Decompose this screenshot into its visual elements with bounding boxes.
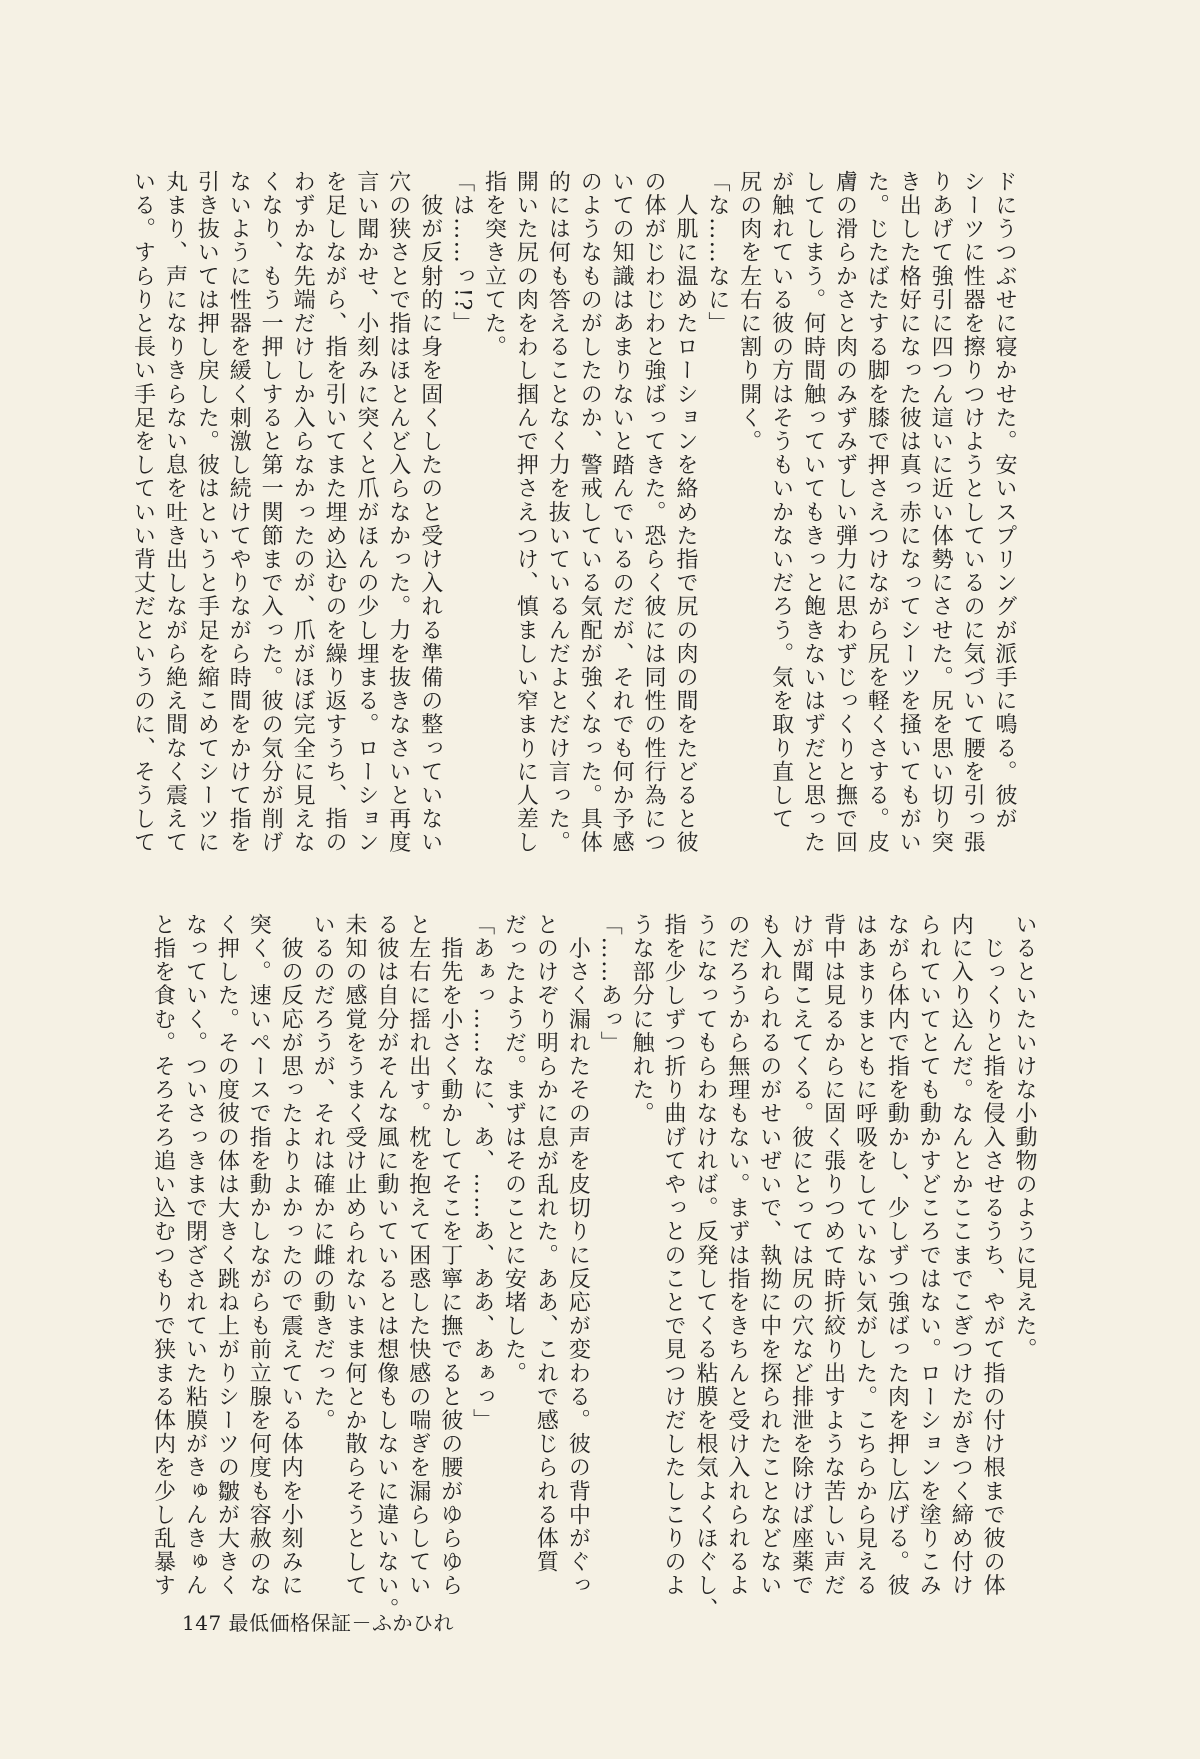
text-line: き出した格好になった彼は真っ赤になってシーツを掻いてもがい [896, 170, 922, 855]
text-line: く押した。その度彼の体は大きく跳ね上がりシーツの皺が大きく [214, 913, 240, 1598]
text-line: 人肌に温めたローションを絡めた指で尻の肉の間をたどると彼 [672, 170, 698, 855]
text-line: 膚の滑らかさと肉のみずみずしい弾力に思わずじっくりと撫で回 [832, 170, 858, 855]
text-line: も入れられるのがせいぜいで、執拗に中を探られたことなどない [756, 913, 782, 1598]
text-line: うな部分に触れた。 [629, 913, 655, 1126]
text-line: 「な……なに」 [704, 170, 730, 336]
text-line: いるのだろうが、それは確かに雌の動きだった。 [310, 913, 336, 1433]
text-line: 小さく漏れたその声を皮切りに反応が変わる。彼の背中がぐっ [565, 913, 591, 1598]
text-line: の体がじわじわと強ばってきた。恐らく彼には同性の性行為につ [641, 170, 667, 855]
text-line: 尻の肉を左右に割り開く。 [736, 170, 762, 454]
text-line: られていてとても動かすどころではない。ローションを塗りこみ [916, 913, 942, 1598]
text-line: いる。すらりと長い手足をしていい背丈だというのに、そうして [130, 170, 156, 855]
text-line: る彼は自分がそんな風に動いているとは想像もしないに違いない。 [373, 913, 399, 1621]
text-line: 「は……っ!?」 [449, 170, 475, 336]
footer-separator: － [351, 1611, 373, 1635]
text-line: 指を突き立てた。 [481, 170, 507, 359]
text-line: のようなものがしたのか、警戒している気配が強くなった。具体 [577, 170, 603, 855]
text-line: 彼が反射的に身を固くしたのと受け入れる準備の整っていない [417, 170, 443, 855]
text-line: のだろうから無理もない。まずは指をきちんと受け入れられるよ [724, 913, 750, 1598]
text-block-lower [150, 913, 1040, 1621]
text-line: 言い聞かせ、小刻みに突くと爪がほんの少し埋まる。ローション [353, 170, 379, 855]
text-line: ドにうつぶせに寝かせた。安いスプリングが派手に鳴る。彼が [992, 170, 1017, 831]
page-footer [182, 1607, 454, 1636]
text-block-upper [130, 170, 1020, 855]
text-line: 背中は見るからに固く張りつめて時折絞り出すような苦しい声だ [820, 913, 846, 1598]
text-line: シーツに性器を擦りつけようとしているのに気づいて腰を引っ張 [960, 170, 986, 855]
text-line: を足しながら、指を引いてまた埋め込むのを繰り返すうち、指の [321, 170, 347, 855]
text-line: 穴の狭さとで指はほとんど入らなかった。力を抜きなさいと再度 [385, 170, 411, 855]
text-line: くなり、もう一押しすると第一関節まで入った。彼の気分が削げ [258, 170, 284, 855]
text-line: けが聞こえてくる。彼にとっては尻の穴など排泄を除けば座薬で [788, 913, 814, 1598]
text-line: いての知識はあまりないと踏んでいるのだが、それでも何か予感 [609, 170, 635, 855]
text-line: いるといたいけな小動物のように見えた。 [1012, 913, 1037, 1362]
text-line: とのけぞり明らかに息が乱れた。ああ、これで感じられる体質 [533, 913, 559, 1574]
text-line: 未知の感覚をうまく受け止められないまま何とか散らそうとして [341, 913, 367, 1598]
text-line: じっくりと指を侵入させるうち、やがて指の付け根まで彼の体 [980, 913, 1006, 1598]
text-line: はあまりまともに呼吸をしていない気がした。こちらから見える [852, 913, 878, 1598]
text-line: うになってもらわなければ。反発してくる粘膜を根気よくほぐし、 [692, 913, 718, 1621]
text-line: が触れている彼の方はそうもいかないだろう。気を取り直して [768, 170, 794, 831]
text-line: ながら体内で指を動かし、少しずつ強ばった肉を押し広げる。彼 [884, 913, 910, 1598]
text-line: 引き抜いては押し戻した。彼はというと手足を縮こめてシーツに [194, 170, 220, 855]
text-line: りあげて強引に四つん這いに近い体勢にさせた。尻を思い切り突 [928, 170, 954, 855]
text-line: た。じたばたする脚を膝で押さえつけながら尻を軽くさする。皮 [864, 170, 890, 855]
text-line: ないように性器を緩く刺激し続けてやりながら時間をかけて指を [226, 170, 252, 855]
text-line: 丸まり、声になりきらない息を吐き出しながら絶え間なく震えて [162, 170, 188, 855]
text-line: してしまう。何時間触っていてもきっと飽きないはずだと思った [800, 170, 826, 855]
text-line: 指を少しずつ折り曲げてやっとのことで見つけだしたしこりのよ [661, 913, 687, 1598]
text-line: 彼の反応が思ったよりよかったので震えている体内を小刻みに [278, 913, 304, 1598]
text-line: なっていく。ついさっきまで閉ざされていた粘膜がきゅんきゅん [182, 913, 208, 1598]
text-line: 内に入り込んだ。なんとかここまでこぎつけたがきつく締め付け [948, 913, 974, 1598]
text-line: 開いた尻の肉をわし掴んで押さえつけ、慎ましい窄まりに人差し [513, 170, 539, 855]
text-line: と左右に揺れ出す。枕を抱えて困惑した快感の喘ぎを漏らしてい [405, 913, 431, 1598]
text-line: と指を食む。そろそろ追い込むつもりで狭まる体内を少し乱暴す [150, 913, 176, 1598]
text-line: 指先を小さく動かしてそこを丁寧に撫でると彼の腰がゆらゆら [437, 913, 463, 1598]
text-line: 「あぁっ……なに、あ、……あ、ああ、あぁっ」 [469, 913, 495, 1433]
text-line: だったようだ。まずはそのことに安堵した。 [501, 913, 527, 1385]
author-name: ふかひれ [372, 1611, 455, 1635]
page-number: 147 [182, 1611, 222, 1635]
text-line: 「……あっ」 [597, 913, 623, 1055]
text-line: わずかな先端だけしか入らなかったのが、爪がほぼ完全に見えな [290, 170, 316, 855]
book-title: 最低価格保証 [228, 1611, 352, 1635]
text-line: 的には何も答えることなく力を抜いているんだよとだけ言った。 [545, 170, 571, 855]
text-line: 突く。速いペースで指を動かしながらも前立腺を何度も容赦のな [246, 913, 272, 1598]
